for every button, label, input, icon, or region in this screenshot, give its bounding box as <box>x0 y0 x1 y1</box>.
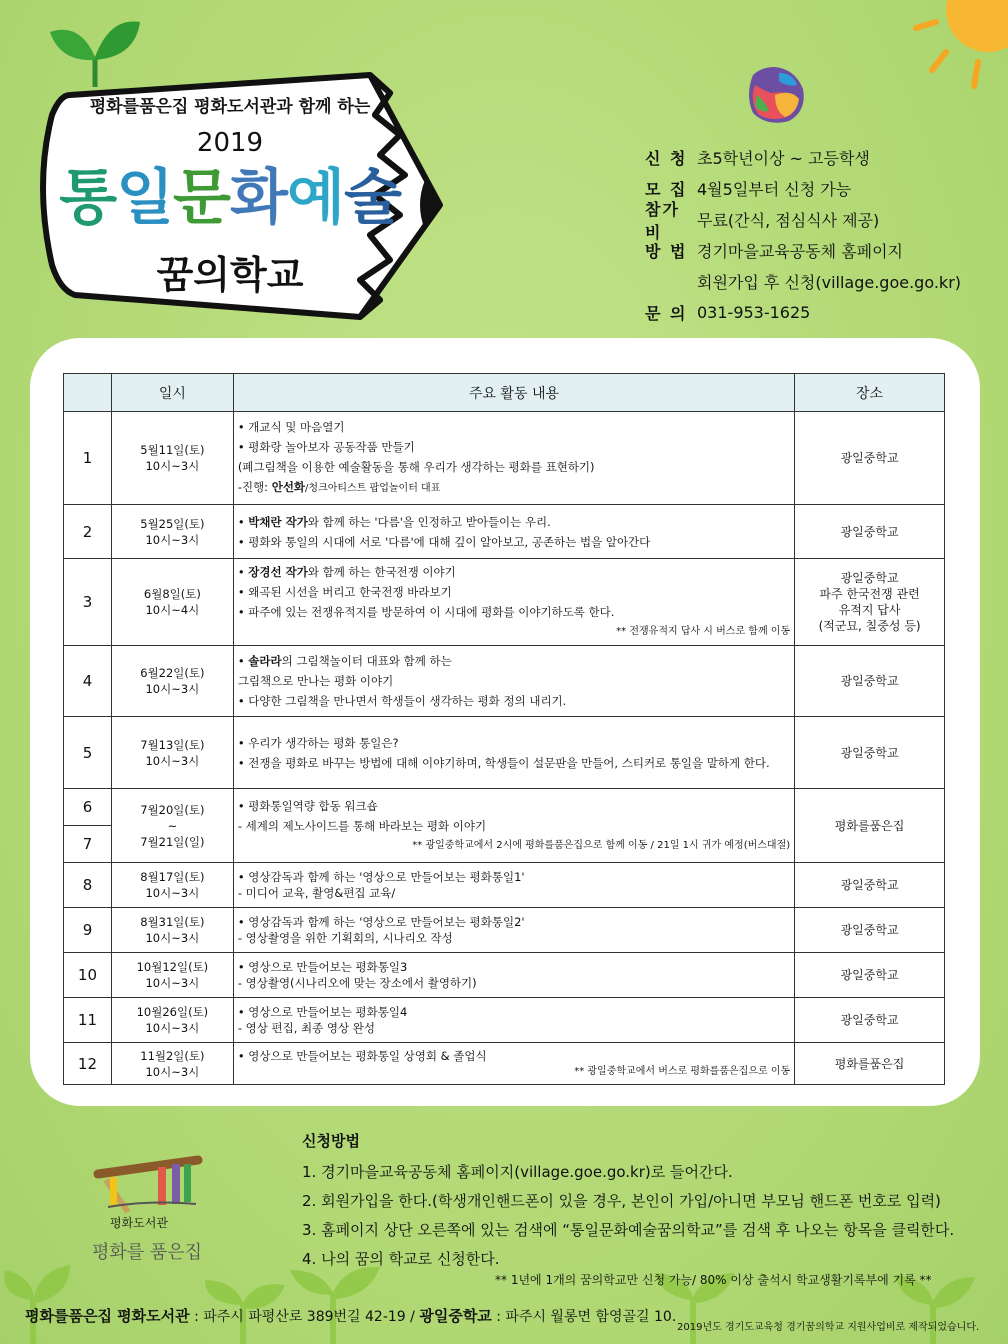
table-header-row <box>64 374 945 412</box>
place-line: (적군묘, 칠중성 등) <box>818 619 921 633</box>
session-number: 8 <box>64 863 112 908</box>
info-row-apply <box>645 142 961 173</box>
time-text: 10시~3시 <box>145 532 200 547</box>
funding-credit: 2019년도 경기도교육청 경기꿈의학교 지원사업비로 제작되었습니다. <box>677 1322 980 1333</box>
apply-section <box>302 1130 954 1274</box>
session-date <box>111 505 233 559</box>
content-line: • 전쟁을 평화로 바꾸는 방법에 대해 이야기하며, 학생들이 설문판을 만들어, 스티커로 통일을 말하게 한다. <box>237 755 770 770</box>
content-line: (폐그림책을 이용한 예술활동을 통해 우리가 생각하는 평화를 표현하기) <box>237 460 595 474</box>
org-address: : 파주시 월롱면 함영골길 10. <box>491 1309 677 1325</box>
info-value: 초5학년이상 ~ 고등학생 <box>697 149 870 168</box>
session-date <box>111 1043 233 1085</box>
content-note: ** 광일중학교에서 버스로 평화를품은집으로 이동 <box>574 1065 791 1077</box>
session-content <box>233 789 794 863</box>
schedule-table <box>63 373 945 1085</box>
info-label: 방 법 <box>645 242 688 261</box>
session-date <box>111 789 233 863</box>
content-line: • 영상으로 만들어보는 평화통일 상영회 & 졸업식 <box>237 1048 487 1063</box>
content-line: • 다양한 그림책을 만나면서 학생들이 생각하는 평화 정의 내리기. <box>237 694 567 708</box>
session-number: 1 <box>64 412 112 505</box>
date-text: 5월11일(토) <box>140 443 205 457</box>
apply-step: 1. 경기마을교육공동체 홈페이지(village.goe.go.kr)로 들어간다. <box>302 1163 733 1181</box>
content-line: • 영상감독과 함께 하는 '영상으로 만들어보는 평화통일2' <box>237 915 525 929</box>
session-number: 10 <box>64 953 112 998</box>
content-line: • 우리가 생각하는 평화 통일은? <box>237 735 399 750</box>
session-content <box>233 953 794 998</box>
date-text: 10월26일(토) <box>136 1005 209 1019</box>
session-content <box>233 908 794 953</box>
info-block <box>645 142 961 328</box>
table-row <box>64 863 945 908</box>
table-row <box>64 717 945 789</box>
time-text: 10시~3시 <box>145 753 200 768</box>
session-place: 광일중학교 <box>795 908 945 953</box>
session-content <box>233 717 794 789</box>
apply-note: ** 1년에 1개의 꿈의학교만 신청 가능/ 80% 이상 출석시 학교생활기록부에 기록 ** <box>495 1273 932 1287</box>
content-line: • 영상으로 만들어보는 평화통일3 <box>237 960 408 974</box>
date-text: 6월8일(토) <box>143 587 201 601</box>
content-line <box>238 562 790 582</box>
content-line: • 평화랑 놀아보자 공동작품 만들기 <box>237 440 415 454</box>
header-place: 장소 <box>795 374 945 412</box>
event-year: 2019 <box>196 128 264 158</box>
table-row <box>64 789 945 826</box>
text: 와 함께 하는 '다름'을 인정하고 받아들이는 우리. <box>307 514 551 529</box>
table-row <box>64 412 945 505</box>
time-text: 10시~3시 <box>145 1021 200 1035</box>
date-text: 8월31일(토) <box>140 915 205 929</box>
event-title <box>40 162 420 234</box>
host-title: /청크아티스트 팝업놀이터 대표 <box>305 483 441 494</box>
session-date <box>111 863 233 908</box>
session-number: 11 <box>64 998 112 1043</box>
content-line: - 미디어 교육, 촬영&편집 교육/ <box>237 886 396 900</box>
info-row-fee <box>645 199 961 242</box>
time-text: 10시~3시 <box>145 976 200 990</box>
session-date <box>111 953 233 998</box>
author-name: 장경선 작가 <box>248 565 308 579</box>
session-number: 4 <box>64 646 112 717</box>
text: 의 그림책놀이터 대표와 함께 하는 <box>281 654 452 668</box>
place-line: 파주 한국전쟁 관련 <box>819 587 920 601</box>
event-subtitle: 평화를품은집 평화도서관과 함께 하는 <box>89 97 371 117</box>
info-value: 경기마을교육공동체 홈페이지 <box>697 242 904 261</box>
content-line: • 평화와 통일의 시대에 서로 '다름'에 대해 깊이 알아보고, 공존하는 법을 알아간다 <box>237 534 651 549</box>
date-text: 6월22일(토) <box>140 666 205 680</box>
text: -진행: <box>237 480 272 494</box>
content-line: 그림책으로 만나는 평화 이야기 <box>237 674 394 688</box>
library-subtitle: 평화를 품은집 <box>92 1242 203 1263</box>
title-char: 통 <box>59 163 117 233</box>
date-text: 5월25일(토) <box>140 516 205 531</box>
session-number: 12 <box>64 1043 112 1085</box>
content-line: • 영상감독과 함께 하는 '영상으로 만들어보는 평화통일1' <box>237 870 525 884</box>
content-line <box>238 512 790 532</box>
sun-icon <box>908 0 1008 90</box>
header-content: 주요 활동 내용 <box>233 374 794 412</box>
content-line <box>238 651 790 671</box>
text: • <box>237 654 249 668</box>
apply-step: 4. 나의 꿈의 학교로 신청한다. <box>302 1250 500 1268</box>
date-text: 11월2일(토) <box>140 1048 205 1063</box>
info-row-method <box>645 235 961 266</box>
text: • <box>237 565 249 579</box>
header-date: 일시 <box>111 374 233 412</box>
session-number: 6 <box>64 789 112 826</box>
table-row <box>64 559 945 646</box>
org-address: : 파주시 파평산로 389번길 42-19 / <box>189 1309 415 1325</box>
content-line <box>238 477 790 499</box>
session-place: 광일중학교 <box>795 717 945 789</box>
date-text: 10월12일(토) <box>136 960 209 974</box>
time-text: 10시~3시 <box>145 459 200 473</box>
session-date <box>111 559 233 646</box>
event-school-name: 꿈의학교 <box>156 253 304 297</box>
date-separator: ~ <box>167 818 178 833</box>
table-row <box>64 1043 945 1085</box>
table-row <box>64 953 945 998</box>
session-place: 광일중학교 <box>795 998 945 1043</box>
content-line: - 영상촬영(시나리오에 맞는 장소에서 촬영하기) <box>237 976 477 990</box>
content-line: • 왜곡된 시선을 버리고 한국전쟁 바라보기 <box>237 585 452 599</box>
session-content <box>233 998 794 1043</box>
time-text: 10시~3시 <box>145 886 200 900</box>
info-row-method-cont <box>645 266 961 297</box>
session-number: 9 <box>64 908 112 953</box>
session-number: 2 <box>64 505 112 559</box>
table-row <box>64 646 945 717</box>
place-line: 유적지 답사 <box>838 603 901 617</box>
session-number: 3 <box>64 559 112 646</box>
info-label: 신 청 <box>645 149 688 168</box>
apply-step: 2. 회원가입을 한다.(학생개인핸드폰이 있을 경우, 본인이 가입/아니면 부모님 핸드폰 번호로 입력) <box>302 1192 941 1210</box>
session-place: 광일중학교 <box>795 953 945 998</box>
session-place: 평화를품은집 <box>795 789 945 863</box>
session-number: 5 <box>64 717 112 789</box>
session-date <box>111 717 233 789</box>
org-name: 평화를품은집 평화도서관 <box>25 1307 190 1325</box>
session-content <box>233 1043 794 1085</box>
session-place <box>795 559 945 646</box>
date-text: 7월20일(토) <box>140 802 205 817</box>
title-char: 화 <box>230 163 287 233</box>
session-place: 광일중학교 <box>795 505 945 559</box>
content-note: ** 광일중학교에서 2시에 평화를품은집으로 함께 이동 / 21일 1시 귀가 예정(버스대절) <box>412 839 791 851</box>
apply-step: 3. 홈페이지 상단 오른쪽에 있는 검색에 “통일문화예술꿈의학교”를 검색 후 나오는 항목을 클릭한다. <box>302 1221 955 1239</box>
place-line: 광일중학교 <box>840 571 899 585</box>
time-text: 10시~4시 <box>145 603 200 617</box>
apply-title: 신청방법 <box>302 1132 360 1150</box>
host-name: 안선화 <box>271 480 306 494</box>
session-number: 7 <box>64 826 112 863</box>
time-text: 10시~3시 <box>145 1064 200 1079</box>
session-place: 광일중학교 <box>795 646 945 717</box>
text: • <box>237 514 249 529</box>
title-char: 일 <box>116 163 174 233</box>
session-place: 평화를품은집 <box>795 1043 945 1085</box>
table-row <box>64 505 945 559</box>
session-place: 광일중학교 <box>795 863 945 908</box>
title-char: 예 <box>286 163 344 233</box>
content-line: • 개교식 및 마음열기 <box>237 420 345 434</box>
session-content <box>233 646 794 717</box>
content-line: • 파주에 있는 전쟁유적지를 방문하여 이 시대에 평화를 이야기하도록 한다. <box>237 605 615 619</box>
time-text: 10시~3시 <box>145 682 200 696</box>
session-date <box>111 646 233 717</box>
date-text: 8월17일(토) <box>140 870 205 884</box>
title-char: 문 <box>173 163 230 233</box>
content-line: - 세계의 제노사이드를 통해 바라보는 평화 이야기 <box>237 818 487 833</box>
session-content <box>233 863 794 908</box>
library-name: 평화도서관 <box>110 1216 168 1230</box>
content-line: - 영상촬영을 위한 기획회의, 시나리오 작성 <box>237 931 453 945</box>
table-row <box>64 998 945 1043</box>
info-label: 문 의 <box>645 304 688 323</box>
session-content <box>233 412 794 505</box>
content-note: ** 전쟁유적지 답사 시 버스로 함께 이동 <box>616 626 791 637</box>
info-value: 무료(간식, 점심식사 제공) <box>697 211 880 230</box>
content-line: • 평화통일역량 합동 워크숍 <box>237 798 378 813</box>
info-value: 4월5일부터 신청 가능 <box>697 180 852 199</box>
session-content <box>233 505 794 559</box>
info-row-contact <box>645 297 961 328</box>
author-name: 박채란 작가 <box>248 514 308 529</box>
info-label: 참가비 <box>645 199 680 242</box>
table-row <box>64 908 945 953</box>
info-label: 모 집 <box>645 180 688 199</box>
session-date <box>111 998 233 1043</box>
sprout-icon <box>45 12 145 92</box>
footer-address <box>25 1305 676 1326</box>
header-num <box>64 374 112 412</box>
content-line: • 영상으로 만들어보는 평화통일4 <box>237 1005 408 1019</box>
session-content <box>233 559 794 646</box>
info-value: 회원가입 후 신청(village.goe.go.kr) <box>697 273 962 292</box>
info-value: 031-953-1625 <box>697 303 811 322</box>
title-char: 술 <box>343 163 401 233</box>
session-date <box>111 908 233 953</box>
dream-school-logo <box>735 55 815 135</box>
date-text: 7월13일(토) <box>140 737 205 752</box>
date-text: 7월21일(일) <box>140 834 205 849</box>
session-date <box>111 412 233 505</box>
time-text: 10시~3시 <box>145 931 200 945</box>
content-line: - 영상 편집, 최종 영상 완성 <box>237 1021 375 1035</box>
org-name: 광일중학교 <box>419 1307 492 1325</box>
text: 와 함께 하는 한국전쟁 이야기 <box>307 565 456 579</box>
host-name: 솔라라 <box>248 654 282 668</box>
session-place: 광일중학교 <box>795 412 945 505</box>
